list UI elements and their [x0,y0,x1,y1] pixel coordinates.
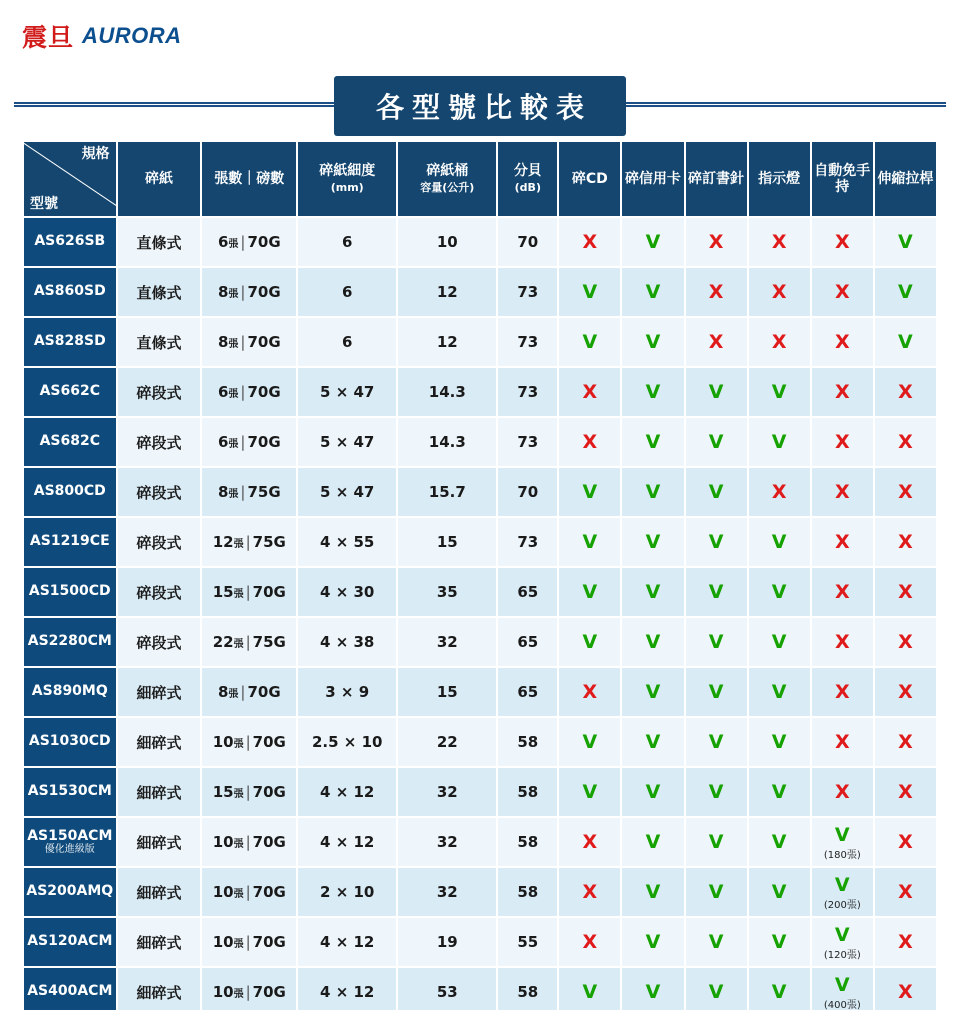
cell-sheets-weight: 10張 | 70G [201,717,297,767]
cell-fineness: 4 × 12 [297,917,397,967]
cell-fineness: 4 × 30 [297,567,397,617]
header-indicator-light [748,141,811,217]
cell-fineness: 2.5 × 10 [297,717,397,767]
table-row [23,367,937,417]
cell-model: AS890MQ [23,667,117,717]
cell-sheets-weight: 10張 | 70G [201,817,297,867]
cell-shred-type: 碎段式 [117,567,202,617]
cell-model: AS400ACM [23,967,117,1010]
table-row [23,517,937,567]
cell-shred-cd: V [558,467,621,517]
cell-sheets-weight: 8張 | 70G [201,267,297,317]
cell-capacity: 14.3 [397,417,497,467]
header-label: 碎CD [571,170,608,187]
cell-fineness: 4 × 55 [297,517,397,567]
table-row [23,617,937,667]
cell-shred-type: 細碎式 [117,917,202,967]
cell-auto-feed: X [811,617,874,667]
header-label: 自動免手持 [814,162,871,195]
cell-indicator-light: V [748,817,811,867]
cell-fineness: 5 × 47 [297,367,397,417]
cell-shred-cd: V [558,317,621,367]
cell-telescopic-handle: X [874,617,937,667]
cell-sheets-weight: 6張 | 70G [201,367,297,417]
cell-decibel: 58 [497,967,558,1010]
cell-shred-type: 碎段式 [117,617,202,667]
cell-indicator-light: X [748,217,811,267]
cell-model: AS662C [23,367,117,417]
cell-indicator-light: X [748,317,811,367]
cell-shred-type: 直條式 [117,267,202,317]
cell-auto-feed: V (180張) [811,817,874,867]
cell-shred-card: V [621,467,684,517]
cell-shred-type: 細碎式 [117,717,202,767]
cell-shred-staple: V [685,717,748,767]
cell-capacity: 19 [397,917,497,967]
header-fineness [297,141,397,217]
cell-shred-staple: X [685,267,748,317]
cell-decibel: 70 [497,467,558,517]
cell-shred-type: 碎段式 [117,417,202,467]
cell-decibel: 73 [497,517,558,567]
comparison-table [22,140,938,1010]
cell-decibel: 73 [497,417,558,467]
table-row [23,567,937,617]
table-header [23,141,937,217]
header-decibel [497,141,558,217]
cell-shred-staple: V [685,817,748,867]
cell-capacity: 15 [397,667,497,717]
header-sheets-weight [201,141,297,217]
cell-shred-cd: X [558,667,621,717]
cell-shred-staple: V [685,567,748,617]
cell-shred-cd: V [558,517,621,567]
cell-shred-card: V [621,617,684,667]
cell-fineness: 4 × 12 [297,767,397,817]
cell-shred-staple: X [685,217,748,267]
table-row [23,317,937,367]
cell-shred-cd: V [558,617,621,667]
cell-shred-staple: V [685,367,748,417]
header-telescopic-handle [874,141,937,217]
header-bin-capacity [397,141,497,217]
page-title: 各型號比較表 [334,76,626,136]
table-row [23,767,937,817]
cell-telescopic-handle: X [874,717,937,767]
table-row [23,867,937,917]
cell-shred-staple: X [685,317,748,367]
cell-model: AS2280CM [23,617,117,667]
header-label: 碎信用卡 [624,170,681,187]
cell-sheets-weight: 10張 | 70G [201,917,297,967]
cell-telescopic-handle: X [874,467,937,517]
cell-decibel: 73 [497,267,558,317]
cell-indicator-light: V [748,417,811,467]
cell-shred-card: V [621,567,684,617]
cell-fineness: 5 × 47 [297,467,397,517]
corner-spec-label: 規格 [81,146,110,162]
cell-model: AS682C [23,417,117,467]
cell-indicator-light: X [748,267,811,317]
cell-shred-type: 細碎式 [117,767,202,817]
cell-capacity: 32 [397,867,497,917]
cell-sheets-weight: 6張 | 70G [201,417,297,467]
cell-indicator-light: X [748,467,811,517]
cell-indicator-light: V [748,667,811,717]
cell-shred-card: V [621,767,684,817]
cell-decibel: 58 [497,767,558,817]
cell-capacity: 53 [397,967,497,1010]
cell-auto-feed: X [811,417,874,467]
cell-decibel: 65 [497,667,558,717]
table-row [23,967,937,1010]
cell-fineness: 6 [297,267,397,317]
cell-auto-feed: X [811,767,874,817]
cell-sheets-weight: 8張 | 75G [201,467,297,517]
cell-model: AS150ACM 優化進級版 [23,817,117,867]
cell-sheets-weight: 6張 | 70G [201,217,297,267]
cell-auto-feed: X [811,517,874,567]
cell-capacity: 32 [397,817,497,867]
table-row [23,817,937,867]
cell-shred-card: V [621,917,684,967]
table-body [23,217,937,1010]
cell-fineness: 5 × 47 [297,417,397,467]
table-row [23,267,937,317]
cell-shred-cd: X [558,917,621,967]
cell-indicator-light: V [748,917,811,967]
cell-telescopic-handle: X [874,767,937,817]
cell-indicator-light: V [748,617,811,667]
cell-shred-type: 直條式 [117,217,202,267]
cell-model: AS828SD [23,317,117,367]
table-row [23,667,937,717]
cell-model: AS1500CD [23,567,117,617]
cell-decibel: 73 [497,367,558,417]
cell-shred-card: V [621,817,684,867]
cell-shred-type: 細碎式 [117,817,202,867]
corner-model-label: 型號 [30,195,58,212]
cell-telescopic-handle: V [874,317,937,367]
cell-indicator-light: V [748,967,811,1010]
cell-model: AS1530CM [23,767,117,817]
cell-capacity: 35 [397,567,497,617]
cell-shred-card: V [621,267,684,317]
cell-auto-feed: X [811,667,874,717]
cell-auto-feed: V (200張) [811,867,874,917]
cell-auto-feed: X [811,267,874,317]
cell-auto-feed: X [811,567,874,617]
cell-auto-feed: X [811,217,874,267]
cell-auto-feed: V (400張) [811,967,874,1010]
cell-auto-feed: X [811,367,874,417]
cell-telescopic-handle: X [874,967,937,1010]
cell-sheets-weight: 12張 | 75G [201,517,297,567]
cell-shred-staple: V [685,967,748,1010]
header-shred-cd [558,141,621,217]
cell-telescopic-handle: X [874,867,937,917]
cell-shred-cd: V [558,717,621,767]
cell-model: AS1219CE [23,517,117,567]
cell-indicator-light: V [748,567,811,617]
cell-model: AS800CD [23,467,117,517]
header-label: 碎訂書針 [688,170,745,187]
cell-decibel: 73 [497,317,558,367]
header-shred-card [621,141,684,217]
cell-shred-staple: V [685,417,748,467]
header-row [23,141,937,217]
cell-sheets-weight: 22張 | 75G [201,617,297,667]
cell-model: AS1030CD [23,717,117,767]
cell-capacity: 32 [397,767,497,817]
cell-telescopic-handle: X [874,417,937,467]
table-row [23,217,937,267]
header-label: 張數｜磅數 [214,170,285,187]
header-unit: (dB) [514,181,541,194]
cell-telescopic-handle: X [874,817,937,867]
cell-telescopic-handle: X [874,567,937,617]
cell-telescopic-handle: V [874,267,937,317]
cell-model: AS626SB [23,217,117,267]
header-label: 碎紙細度 [319,162,376,179]
brand-name-cn: 震旦 [22,23,75,52]
cell-sheets-weight: 15張 | 70G [201,767,297,817]
cell-sheets-weight: 8張 | 70G [201,667,297,717]
cell-shred-cd: V [558,267,621,317]
cell-shred-cd: X [558,417,621,467]
cell-fineness: 3 × 9 [297,667,397,717]
cell-shred-staple: V [685,917,748,967]
cell-indicator-light: V [748,517,811,567]
cell-shred-staple: V [685,617,748,667]
cell-shred-type: 碎段式 [117,367,202,417]
cell-shred-type: 細碎式 [117,667,202,717]
cell-shred-cd: X [558,867,621,917]
cell-fineness: 4 × 38 [297,617,397,667]
cell-sheets-weight: 8張 | 70G [201,317,297,367]
header-auto-feed [811,141,874,217]
cell-shred-card: V [621,967,684,1010]
header-label: 碎紙 [144,170,173,187]
cell-capacity: 15 [397,517,497,567]
cell-capacity: 22 [397,717,497,767]
cell-auto-feed: X [811,317,874,367]
cell-shred-cd: X [558,367,621,417]
cell-shred-cd: V [558,967,621,1010]
cell-indicator-light: V [748,867,811,917]
cell-capacity: 12 [397,267,497,317]
cell-shred-type: 碎段式 [117,467,202,517]
cell-decibel: 70 [497,217,558,267]
cell-shred-card: V [621,367,684,417]
brand-name-en: AURORA [82,23,182,48]
cell-decibel: 55 [497,917,558,967]
cell-shred-staple: V [685,667,748,717]
cell-shred-card: V [621,717,684,767]
cell-shred-card: V [621,667,684,717]
cell-capacity: 32 [397,617,497,667]
cell-shred-type: 碎段式 [117,517,202,567]
cell-shred-cd: X [558,217,621,267]
cell-shred-card: V [621,867,684,917]
cell-fineness: 6 [297,217,397,267]
cell-shred-card: V [621,317,684,367]
cell-shred-cd: V [558,767,621,817]
cell-model: AS200AMQ [23,867,117,917]
cell-shred-staple: V [685,517,748,567]
header-shred-type [117,141,202,217]
cell-shred-card: V [621,517,684,567]
cell-decibel: 65 [497,567,558,617]
cell-shred-type: 細碎式 [117,967,202,1010]
brand-logo [22,18,182,54]
cell-shred-cd: X [558,817,621,867]
cell-sheets-weight: 10張 | 70G [201,967,297,1010]
cell-shred-type: 直條式 [117,317,202,367]
header-unit: (mm) [330,181,364,194]
cell-telescopic-handle: X [874,367,937,417]
table-row [23,917,937,967]
cell-auto-feed: X [811,717,874,767]
cell-shred-cd: V [558,567,621,617]
cell-capacity: 15.7 [397,467,497,517]
cell-telescopic-handle: V [874,217,937,267]
cell-shred-staple: V [685,867,748,917]
title-banner [0,76,960,132]
cell-shred-staple: V [685,467,748,517]
cell-sheets-weight: 10張 | 70G [201,867,297,917]
cell-indicator-light: V [748,367,811,417]
cell-indicator-light: V [748,767,811,817]
cell-decibel: 58 [497,817,558,867]
cell-fineness: 4 × 12 [297,967,397,1010]
header-corner [23,141,117,217]
cell-capacity: 12 [397,317,497,367]
cell-auto-feed: X [811,467,874,517]
cell-sheets-weight: 15張 | 70G [201,567,297,617]
cell-telescopic-handle: X [874,667,937,717]
cell-fineness: 4 × 12 [297,817,397,867]
cell-capacity: 10 [397,217,497,267]
cell-auto-feed: V (120張) [811,917,874,967]
cell-fineness: 2 × 10 [297,867,397,917]
cell-shred-type: 細碎式 [117,867,202,917]
cell-shred-card: V [621,217,684,267]
cell-decibel: 58 [497,717,558,767]
table-row [23,417,937,467]
header-label: 分貝 [513,162,542,179]
table-row [23,717,937,767]
comparison-table-wrap [22,140,938,1010]
cell-model: AS120ACM [23,917,117,967]
header-unit: 容量(公升) [420,181,475,194]
cell-telescopic-handle: X [874,517,937,567]
header-label: 伸縮拉桿 [877,170,934,187]
cell-fineness: 6 [297,317,397,367]
cell-model: AS860SD [23,267,117,317]
table-row [23,467,937,517]
header-label: 指示燈 [758,170,801,187]
cell-decibel: 65 [497,617,558,667]
cell-shred-staple: V [685,767,748,817]
cell-shred-card: V [621,417,684,467]
header-label: 碎紙桶 [426,162,469,179]
cell-telescopic-handle: X [874,917,937,967]
cell-indicator-light: V [748,717,811,767]
cell-capacity: 14.3 [397,367,497,417]
header-shred-staple [685,141,748,217]
cell-decibel: 58 [497,867,558,917]
